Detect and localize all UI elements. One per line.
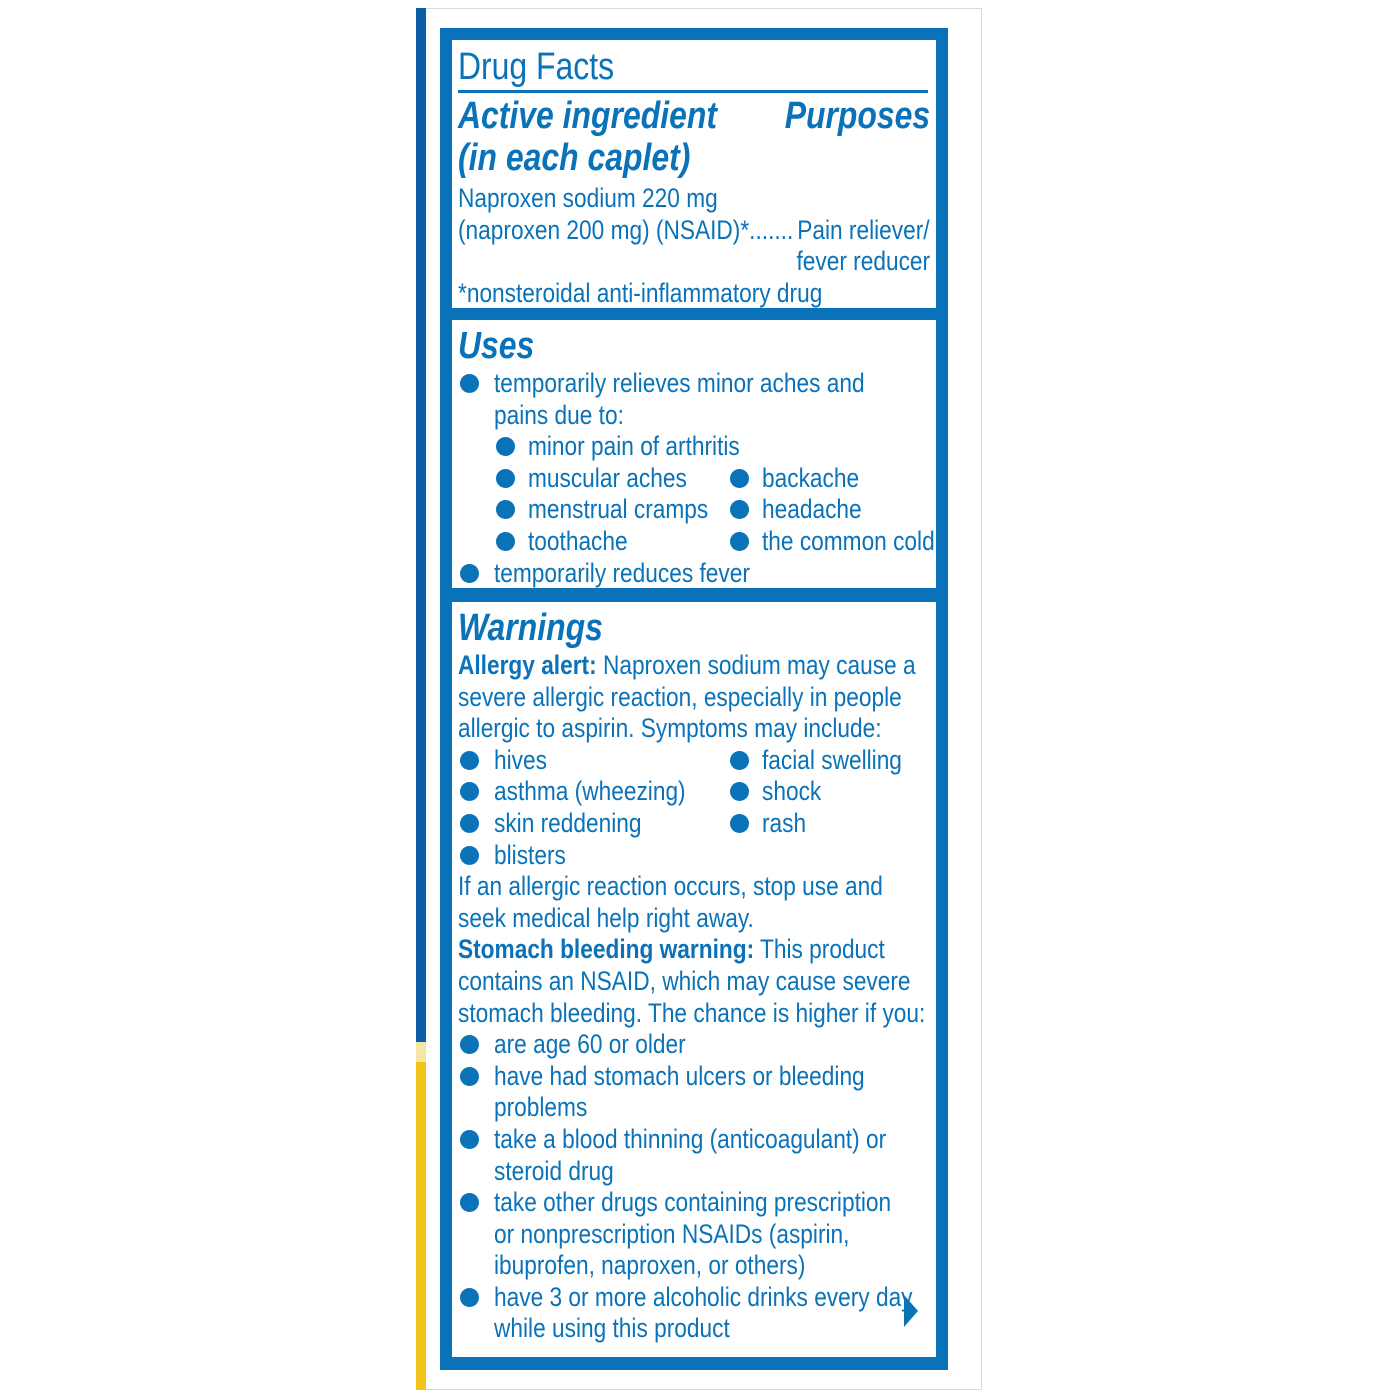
list-item: the common cold — [762, 525, 935, 556]
allergy-text: Naproxen sodium may cause a — [596, 650, 916, 680]
warnings-section — [452, 602, 936, 1357]
list-item: while using this product — [494, 1313, 730, 1344]
uses-title: Uses — [458, 325, 535, 367]
bullet-icon — [460, 1288, 479, 1307]
bullet-icon — [460, 1130, 479, 1149]
reaction-text: seek medical help right away. — [458, 902, 754, 933]
warnings-title: Warnings — [458, 607, 603, 649]
list-item: problems — [494, 1092, 588, 1123]
drug-facts-title: Drug Facts — [458, 46, 615, 88]
bullet-icon — [460, 782, 479, 801]
list-item: toothache — [528, 525, 628, 556]
active-ingredient-subheading: (in each caplet) — [458, 137, 691, 179]
purpose-line: fever reducer — [796, 246, 930, 277]
bullet-icon — [460, 564, 479, 583]
purpose-line: Pain reliever/ — [797, 214, 930, 245]
title-rule — [458, 90, 928, 93]
purposes-heading: Purposes — [784, 95, 930, 137]
continue-arrow-icon — [904, 1295, 918, 1327]
uses-section — [452, 320, 936, 588]
list-item: temporarily reduces fever — [494, 557, 750, 588]
bullet-icon — [496, 532, 515, 551]
bullet-icon — [460, 846, 479, 865]
list-item: rash — [762, 807, 807, 838]
bullet-icon — [730, 814, 749, 833]
cream-edge-stripe — [416, 1042, 426, 1062]
bullet-icon — [496, 437, 515, 456]
list-item: pains due to: — [494, 399, 624, 430]
stomach-warning-label: Stomach bleeding warning: — [458, 934, 755, 965]
bullet-icon — [730, 751, 749, 770]
list-item: shock — [762, 776, 822, 807]
allergy-text: severe allergic reaction, especially in people — [458, 681, 902, 712]
list-item: skin reddening — [494, 807, 642, 838]
list-item: or nonprescription NSAIDs (aspirin, — [494, 1218, 850, 1249]
bullet-icon — [460, 751, 479, 770]
list-item: take other drugs containing prescription — [494, 1187, 892, 1218]
ingredient-line: (naproxen 200 mg) (NSAID)*....... — [458, 214, 794, 245]
list-item: menstrual cramps — [528, 494, 709, 525]
list-item: minor pain of arthritis — [528, 431, 740, 462]
active-ingredient-heading: Active ingredient — [458, 95, 717, 137]
stomach-text: contains an NSAID, which may cause severe — [458, 965, 911, 996]
list-item: facial swelling — [762, 744, 902, 775]
list-item: temporarily relieves minor aches and — [494, 368, 865, 398]
bullet-icon — [460, 1035, 479, 1054]
ingredient-line: Naproxen sodium 220 mg — [458, 183, 718, 213]
allergy-text: allergic to aspirin. Symptoms may include: — [458, 713, 882, 744]
list-item: muscular aches — [528, 462, 687, 493]
list-item: have 3 or more alcoholic drinks every day — [494, 1281, 913, 1312]
list-item: ibuprofen, naproxen, or others) — [494, 1250, 806, 1281]
list-item: headache — [762, 494, 862, 525]
bullet-icon — [730, 469, 749, 488]
list-item: take a blood thinning (anticoagulant) or — [494, 1123, 887, 1154]
list-item: backache — [762, 462, 860, 493]
bullet-icon — [730, 500, 749, 519]
list-item: hives — [494, 744, 547, 775]
blue-edge-stripe — [416, 8, 426, 1042]
bullet-icon — [496, 500, 515, 519]
bullet-icon — [460, 374, 479, 393]
yellow-edge-stripe — [416, 1062, 426, 1390]
allergy-alert-label: Allergy alert: — [458, 650, 597, 680]
bullet-icon — [730, 782, 749, 801]
list-item: asthma (wheezing) — [494, 776, 686, 807]
active-ingredient-section — [452, 40, 936, 308]
stomach-text: This product — [754, 934, 885, 965]
list-item: have had stomach ulcers or bleeding — [494, 1060, 865, 1091]
list-item: are age 60 or older — [494, 1029, 686, 1060]
bullet-icon — [730, 532, 749, 551]
bullet-icon — [496, 469, 515, 488]
bullet-icon — [460, 1193, 479, 1212]
list-item: blisters — [494, 839, 566, 870]
footnote: *nonsteroidal anti-inflammatory drug — [458, 277, 823, 308]
list-item: steroid drug — [494, 1155, 614, 1186]
reaction-text: If an allergic reaction occurs, stop use and — [458, 871, 883, 902]
bullet-icon — [460, 814, 479, 833]
stomach-text: stomach bleeding. The chance is higher if you: — [458, 997, 926, 1028]
bullet-icon — [460, 1067, 479, 1086]
drug-facts-frame — [440, 28, 948, 1370]
